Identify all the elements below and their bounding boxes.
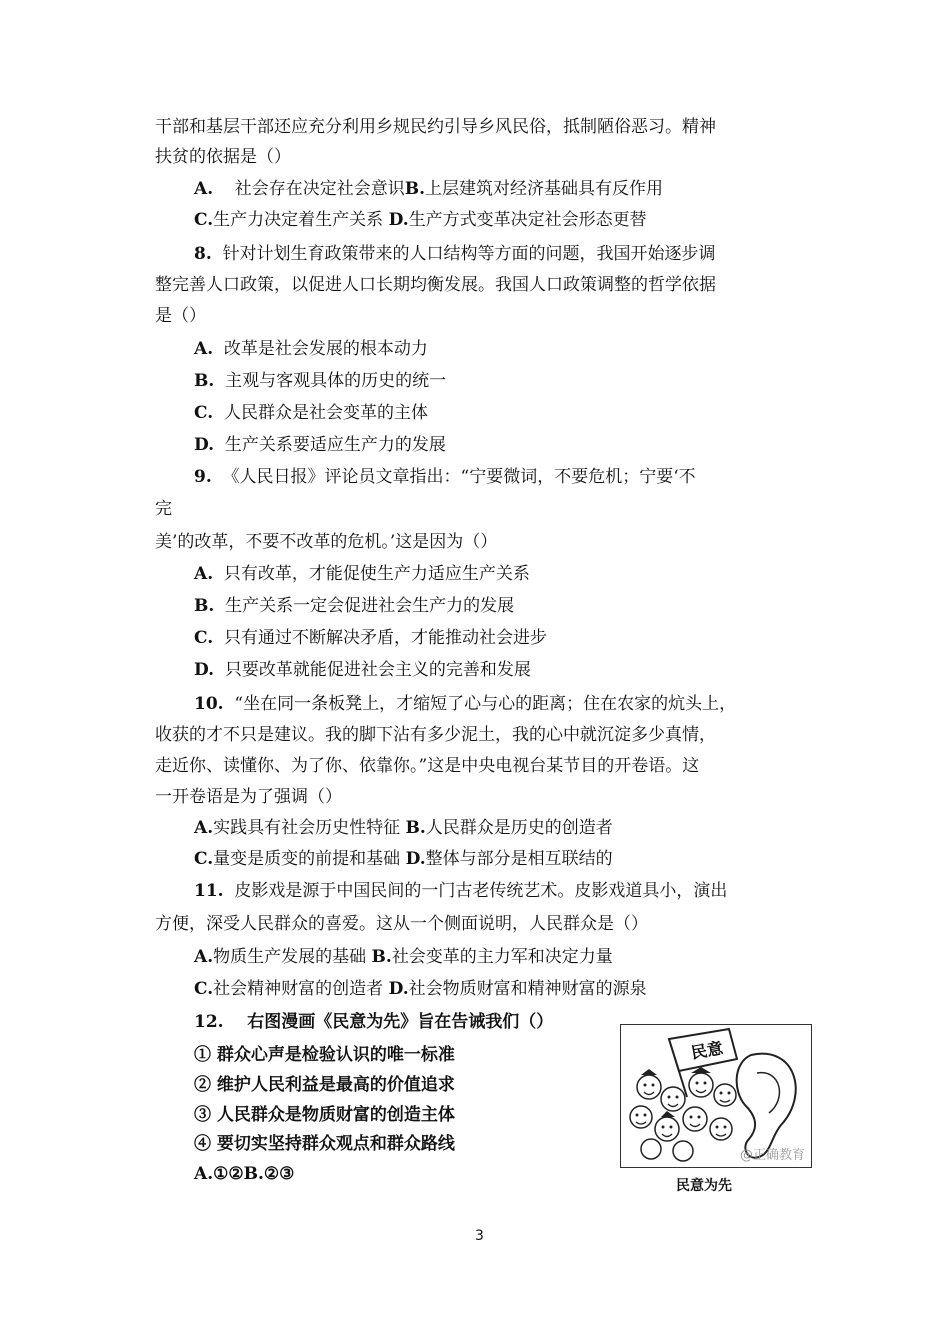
answer-options: A.①②B.②③: [194, 1164, 295, 1184]
option-a: A. 只有改革，才能促使生产力适应生产关系: [194, 564, 530, 584]
question-9: 9. 《人民日报》评论员文章指出：“宁要微词，不要危机；宁要‘不: [194, 467, 696, 487]
page-number: 3: [475, 1228, 484, 1244]
question-8: 8. 针对计划生育政策带来的人口结构等方面的问题，我国开始逐步调: [194, 244, 716, 264]
cartoon-image: [620, 1024, 812, 1168]
statement-3: ③ 人民群众是物质财富的创造主体: [194, 1105, 455, 1125]
option-b: B. 生产关系一定会促进社会生产力的发展: [194, 596, 515, 616]
statement-2: ② 维护人民利益是最高的价值追求: [194, 1075, 455, 1095]
flag-text: 民意: [689, 1038, 725, 1063]
text-line: 收获的才不只是建议。我的脚下沾有多少泥土，我的心中就沉淀多少真情，: [155, 725, 716, 745]
text-line: 整完善人口政策，以促进人口长期均衡发展。我国人口政策调整的哲学依据: [155, 275, 716, 295]
option-line: A. 社会存在决定社会意识B.上层建筑对经济基础具有反作用: [194, 179, 664, 199]
option-line: A.实践具有社会历史性特征 B.人民群众是历史的创造者: [194, 818, 613, 838]
watermark: @正确教育: [739, 1148, 805, 1163]
text-line: 美’的改革，不要不改革的危机。’这是因为（）: [155, 532, 498, 552]
question-12: 12. 右图漫画《民意为先》旨在告诫我们（）: [194, 1012, 554, 1032]
option-a: A. 改革是社会发展的根本动力: [194, 339, 428, 359]
question-10: 10. “坐在同一条板凳上，才缩短了心与心的距离；住在农家的炕头上，: [194, 694, 737, 714]
option-line: C.社会精神财富的创造者 D.社会物质财富和精神财富的源泉: [194, 979, 647, 999]
text-line: 走近你、读懂你、为了你、依靠你。”这是中央电视台某节目的开卷语。这: [155, 756, 700, 776]
option-c: C. 人民群众是社会变革的主体: [194, 403, 428, 423]
text-line: 完: [155, 499, 172, 519]
option-d: D. 只要改革就能促进社会主义的完善和发展: [194, 660, 531, 680]
text-line: 方便，深受人民群众的喜爱。这从一个侧面说明，人民群众是（）: [155, 914, 648, 934]
statement-1: ① 群众心声是检验认识的唯一标准: [194, 1045, 455, 1065]
text-line: 是（）: [155, 306, 206, 326]
text-line: 一开卷语是为了强调（）: [155, 787, 342, 807]
option-line: C.量变是质变的前提和基础 D.整体与部分是相互联结的: [194, 849, 613, 869]
question-11: 11. 皮影戏是源于中国民间的一门古老传统艺术。皮影戏道具小，演出: [194, 881, 728, 901]
option-c: C. 只有通过不断解决矛盾，才能推动社会进步: [194, 628, 547, 648]
figure-caption: 民意为先: [676, 1178, 732, 1194]
option-line: C.生产力决定着生产关系 D.生产方式变革决定社会形态更替: [194, 210, 647, 230]
option-b: B. 主观与客观具体的历史的统一: [194, 371, 447, 391]
statement-4: ④ 要切实坚持群众观点和群众路线: [194, 1134, 455, 1154]
text-line: 扶贫的依据是（）: [155, 147, 291, 167]
option-d: D. 生产关系要适应生产力的发展: [194, 435, 446, 455]
text-line: 干部和基层干部还应充分利用乡规民约引导乡风民俗，抵制陋俗恶习。精神: [155, 117, 716, 137]
option-line: A.物质生产发展的基础 B.社会变革的主力军和决定力量: [194, 947, 613, 967]
